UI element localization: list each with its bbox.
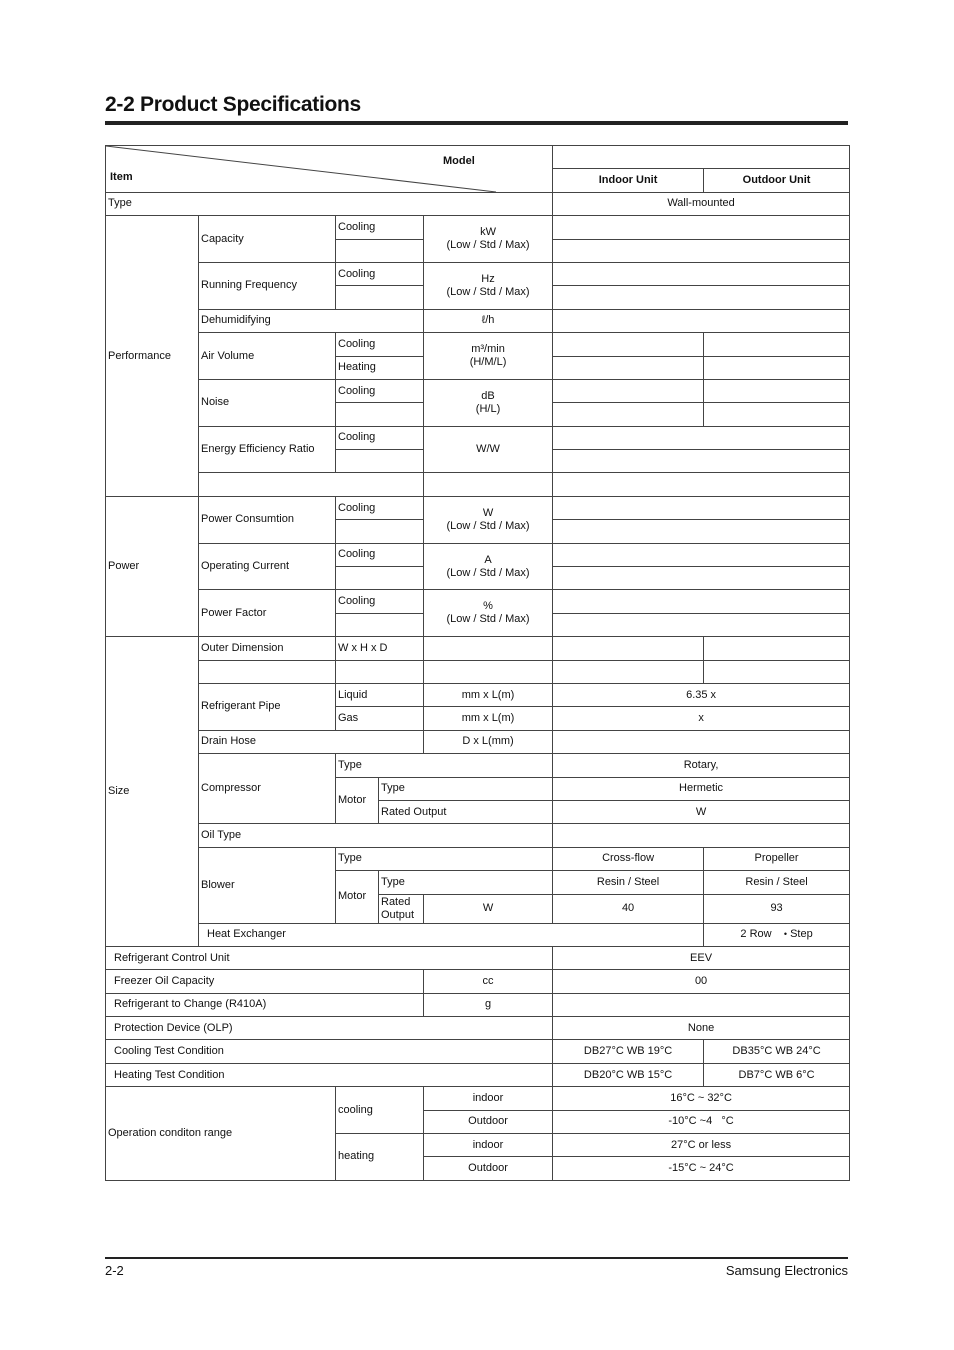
blower-motor-label: Motor [336, 871, 379, 923]
refrigerant-change-label: Refrigerant to Change (R410A) [106, 993, 424, 1016]
operation-range-heating-label: heating [336, 1134, 424, 1181]
operation-range-heating-outdoor-value: -15°C ~ 24°C [553, 1157, 850, 1180]
power-consumption-label: Power Consumtion [199, 496, 336, 543]
heat-exchanger-label: Heat Exchanger [199, 923, 704, 946]
header-outdoor-unit: Outdoor Unit [704, 169, 850, 192]
spec-table [105, 145, 850, 1181]
operation-range-cooling-outdoor-label: Outdoor [424, 1110, 553, 1133]
performance-label: Performance [106, 216, 199, 497]
drain-hose-label: Drain Hose [199, 730, 424, 753]
freezer-oil-value: 00 [553, 970, 850, 993]
blower-motor-type-indoor: Resin / Steel [553, 871, 704, 894]
noise-cooling-label: Cooling [336, 379, 424, 402]
refrigerant-pipe-gas-value: x [553, 707, 850, 730]
header-item-label: Item [110, 171, 133, 183]
blower-rated-output-unit: W [424, 894, 553, 923]
drain-hose-unit: D x L(mm) [424, 730, 553, 753]
operating-current-cooling-label: Cooling [336, 543, 424, 566]
cooling-test-indoor: DB27°C WB 19°C [553, 1040, 704, 1063]
capacity-cooling-label: Cooling [336, 216, 424, 239]
cooling-test-outdoor: DB35°C WB 24°C [704, 1040, 850, 1063]
operation-range-heating-indoor-label: indoor [424, 1134, 553, 1157]
power-label: Power [106, 496, 199, 636]
eer-label: Energy Efficiency Ratio [199, 426, 336, 473]
size-label: Size [106, 637, 199, 947]
header-model-item-cell [106, 146, 553, 193]
header-indoor-unit: Indoor Unit [553, 169, 704, 192]
refrigerant-pipe-gas-unit: mm x L(m) [424, 707, 553, 730]
compressor-motor-type-value: Hermetic [553, 777, 850, 800]
air-volume-heating-label: Heating [336, 356, 424, 379]
blower-type-outdoor: Propeller [704, 847, 850, 870]
running-frequency-label: Running Frequency [199, 262, 336, 309]
power-factor-unit: % (Low / Std / Max) [424, 590, 553, 637]
air-volume-cooling-label: Cooling [336, 333, 424, 356]
operation-range-cooling-indoor-value: 16°C ~ 32°C [553, 1087, 850, 1110]
operation-range-cooling-indoor-label: indoor [424, 1087, 553, 1110]
noise-label: Noise [199, 379, 336, 426]
operation-range-cooling-label: cooling [336, 1087, 424, 1134]
outer-dimension-sub: W x H x D [336, 637, 424, 660]
compressor-rated-output-value: W [553, 800, 850, 823]
header-model-value [553, 146, 850, 169]
blower-output-indoor: 40 [553, 894, 704, 923]
noise-unit: dB (H/L) [424, 379, 553, 426]
blower-rated-output-label: Rated Output [379, 894, 424, 923]
dehumidifying-unit: ℓ/h [424, 309, 553, 332]
heating-test-indoor: DB20°C WB 15°C [553, 1063, 704, 1086]
refrigerant-pipe-liquid-value: 6.35 x [553, 683, 850, 706]
blower-type-indoor: Cross-flow [553, 847, 704, 870]
operation-range-heating-outdoor-label: Outdoor [424, 1157, 553, 1180]
protection-device-label: Protection Device (OLP) [106, 1017, 553, 1040]
header-diagonal [106, 146, 553, 192]
running-frequency-unit: Hz (Low / Std / Max) [424, 262, 553, 309]
blower-motor-type-label: Type [379, 871, 553, 894]
oil-type-label: Oil Type [199, 824, 553, 847]
refrigerant-pipe-liquid-unit: mm x L(m) [424, 683, 553, 706]
refrigerant-pipe-label: Refrigerant Pipe [199, 683, 336, 730]
compressor-motor-type-label: Type [379, 777, 553, 800]
capacity-cooling-value [553, 216, 850, 239]
capacity-unit: kW (Low / Std / Max) [424, 216, 553, 263]
eer-unit: W/W [424, 426, 553, 473]
footer-company: Samsung Electronics [725, 1263, 848, 1278]
compressor-type-value: Rotary, [553, 754, 850, 777]
footer-rule [105, 1257, 848, 1259]
compressor-rated-output-label: Rated Output [379, 800, 553, 823]
cooling-test-label: Cooling Test Condition [106, 1040, 553, 1063]
power-consumption-unit: W (Low / Std / Max) [424, 496, 553, 543]
running-frequency-cooling-label: Cooling [336, 262, 424, 285]
blower-label: Blower [199, 847, 336, 923]
operation-range-heating-indoor-value: 27°C or less [553, 1134, 850, 1157]
outer-dimension-label: Outer Dimension [199, 637, 336, 660]
air-volume-unit: m³/min (H/M/L) [424, 333, 553, 380]
header-model-label: Model [443, 155, 475, 167]
heating-test-label: Heating Test Condition [106, 1063, 553, 1086]
heating-test-outdoor: DB7°C WB 6°C [704, 1063, 850, 1086]
page-number: 2-2 [105, 1263, 124, 1278]
refrigerant-control-label: Refrigerant Control Unit [106, 946, 553, 969]
power-consumption-cooling-label: Cooling [336, 496, 424, 519]
title-underline [105, 121, 848, 125]
refrigerant-change-unit: g [424, 993, 553, 1016]
type-value: Wall-mounted [553, 192, 850, 215]
capacity-label: Capacity [199, 216, 336, 263]
compressor-label: Compressor [199, 754, 336, 824]
protection-device-value: None [553, 1017, 850, 1040]
operating-current-label: Operating Current [199, 543, 336, 590]
freezer-oil-label: Freezer Oil Capacity [106, 970, 424, 993]
blower-type-label: Type [336, 847, 553, 870]
blower-motor-type-outdoor: Resin / Steel [704, 871, 850, 894]
refrigerant-control-value: EEV [553, 946, 850, 969]
refrigerant-pipe-gas-label: Gas [336, 707, 424, 730]
operating-current-unit: A (Low / Std / Max) [424, 543, 553, 590]
eer-cooling-label: Cooling [336, 426, 424, 449]
power-factor-cooling-label: Cooling [336, 590, 424, 613]
blower-output-outdoor: 93 [704, 894, 850, 923]
power-factor-label: Power Factor [199, 590, 336, 637]
type-label: Type [106, 192, 553, 215]
freezer-oil-unit: cc [424, 970, 553, 993]
compressor-type-label: Type [336, 754, 553, 777]
operation-range-label: Operation conditon range [106, 1087, 336, 1181]
air-volume-label: Air Volume [199, 333, 336, 380]
dehumidifying-label: Dehumidifying [199, 309, 424, 332]
page-title: 2-2 Product Specifications [105, 93, 361, 116]
operation-range-cooling-outdoor-value: -10°C ~4 °C [553, 1110, 850, 1133]
refrigerant-pipe-liquid-label: Liquid [336, 683, 424, 706]
heat-exchanger-indoor: 2 Row • Step [704, 923, 850, 946]
compressor-motor-label: Motor [336, 777, 379, 824]
